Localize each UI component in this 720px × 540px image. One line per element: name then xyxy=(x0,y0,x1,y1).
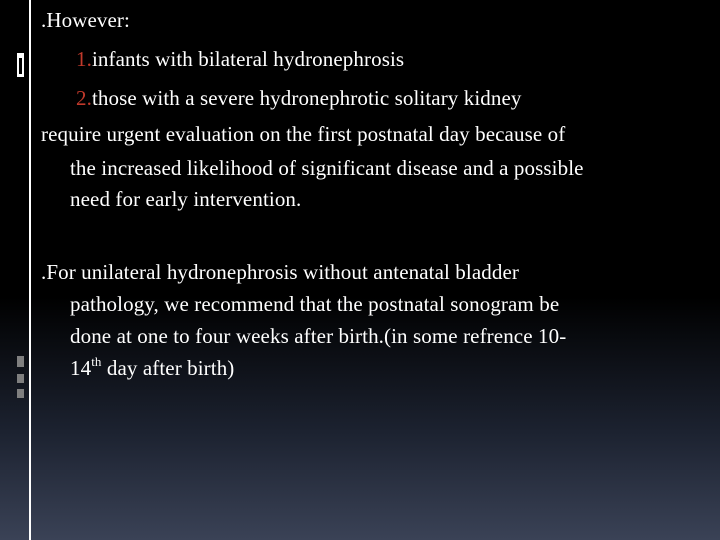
para1-line-1: require urgent evaluation on the first postnatal day because of xyxy=(41,122,566,146)
para2-line-3: done at one to four weeks after birth.(in some refrence 10- xyxy=(70,324,567,348)
accent-bar-gray-3 xyxy=(17,389,24,398)
para2-line-4 xyxy=(70,354,234,383)
accent-bar-gray-1 xyxy=(17,356,24,367)
para2-line-1: .For unilateral hydronephrosis without antenatal bladder xyxy=(41,260,519,284)
para2-line-2: pathology, we recommend that the postnatal sonogram be xyxy=(70,292,560,316)
list-item-1-number: 1. xyxy=(76,47,92,71)
list-item-2-number: 2. xyxy=(76,86,92,110)
accent-bar-gray-2 xyxy=(17,374,24,383)
accent-bar-black-top xyxy=(19,58,22,74)
left-vertical-rule xyxy=(29,0,31,540)
intro-text: .However: xyxy=(41,8,130,32)
para1-line-3: need for early intervention. xyxy=(70,187,302,211)
para2-line-4-number: 14 xyxy=(70,356,92,380)
para2-line-4-superscript: th xyxy=(91,354,102,369)
list-item-2 xyxy=(76,84,522,113)
list-item-2-text: those with a severe hydronephrotic solitary kidney xyxy=(91,86,522,110)
list-item-1-text: infants with bilateral hydronephrosis xyxy=(91,47,405,71)
para2-line-4-rest: day after birth) xyxy=(101,356,235,380)
para1-line-2: the increased likelihood of significant disease and a possible xyxy=(70,156,584,180)
list-item-1 xyxy=(76,45,404,74)
